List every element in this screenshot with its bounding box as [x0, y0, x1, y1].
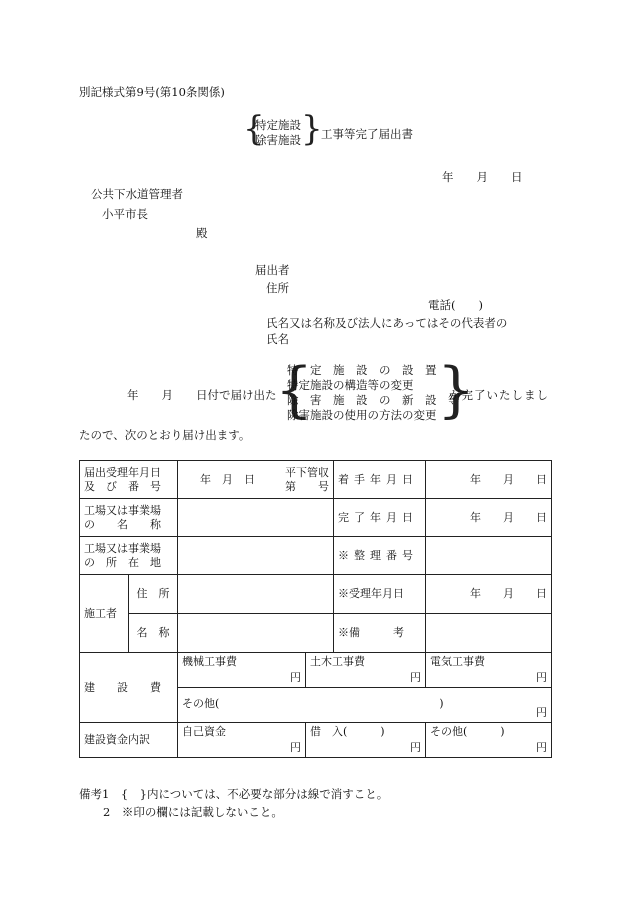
statement-options — [287, 363, 460, 423]
completion-date-value[interactable]: 年 月 日 — [426, 499, 552, 537]
other-fund-label: その他( ) — [430, 725, 505, 738]
start-date-label: 着手年月日 — [334, 461, 426, 499]
document-title: 工事等完了届出書 — [321, 127, 413, 141]
other-fund-yen: 円 — [536, 741, 547, 754]
mech-cost-yen: 円 — [290, 671, 301, 684]
receipt-value-cell[interactable] — [178, 461, 334, 499]
funding-breakdown-label: 建設資金内訳 — [80, 723, 178, 758]
title-option-1: 特定施設 — [255, 118, 301, 132]
statement-left-brace: { — [275, 355, 314, 425]
mech-cost-label: 機械工事費 — [182, 655, 237, 668]
own-fund-cell[interactable] — [178, 723, 306, 758]
statement-option-2: 特定施設の構造等の変更 — [287, 378, 414, 392]
facility-name-label-cell — [80, 499, 178, 537]
contractor-address-input[interactable] — [178, 575, 334, 614]
management-number-label: ※整理番号 — [334, 537, 426, 575]
title-left-brace: { — [243, 109, 265, 149]
receipt-number-a: 平下管収 — [285, 465, 329, 479]
title-right-brace: } — [301, 109, 323, 149]
addressee-line-2: 小平市長 — [102, 207, 148, 221]
facility-address-label-a: 工場又は事業場 — [84, 541, 161, 555]
facility-address-label-cell — [80, 537, 178, 575]
construction-cost-label: 建 設 費 — [80, 653, 178, 723]
statement-option-1: 特 定 施 設 の 設 置 — [287, 363, 437, 377]
statement-option-3: 除 害 施 設 の 新 設 等 — [287, 393, 460, 407]
loan-label: 借 入( ) — [310, 725, 385, 738]
facility-name-input[interactable] — [178, 499, 334, 537]
loan-cell[interactable] — [306, 723, 426, 758]
other-cost-yen: 円 — [536, 706, 547, 719]
statement-prefix: 年 月 日付で届け出た — [127, 388, 277, 402]
contractor-address-label: 住 所 — [129, 575, 178, 614]
notifier-phone-label: 電話( ) — [428, 298, 483, 312]
remarks-value — [426, 614, 552, 653]
other-cost-cell[interactable] — [178, 688, 552, 723]
other-cost-label: その他( ) — [182, 697, 444, 710]
contractor-name-label: 名 称 — [129, 614, 178, 653]
notifier-name-note: 氏名又は名称及び法人にあってはその代表者の — [266, 316, 508, 330]
facility-address-label-b: の 所 在 地 — [84, 555, 161, 569]
receipt-date: 年 月 日 — [200, 472, 255, 486]
own-fund-label: 自己資金 — [182, 725, 226, 738]
receipt-number-b: 第 号 — [285, 479, 329, 493]
elec-cost-cell[interactable] — [426, 653, 552, 688]
addressee-line-1: 公共下水道管理者 — [91, 187, 183, 201]
form-number: 別記様式第9号(第10条関係) — [79, 85, 225, 99]
facility-name-label-a: 工場又は事業場 — [84, 503, 161, 517]
statement-option-4: 除害施設の使用の方法の変更 — [287, 408, 437, 422]
completion-date-label: 完了年月日 — [334, 499, 426, 537]
statement-right-brace: } — [437, 355, 476, 425]
receipt-number — [285, 466, 329, 494]
mech-cost-cell[interactable] — [178, 653, 306, 688]
receipt-label-b: 及 び 番 号 — [84, 479, 161, 493]
civil-cost-label: 土木工事費 — [310, 655, 365, 668]
addressee-honorific: 殿 — [196, 226, 208, 240]
other-fund-cell[interactable] — [426, 723, 552, 758]
note-1: 備考1 { }内については、不必要な部分は線で消すこと。 — [79, 787, 389, 801]
start-date-value[interactable]: 年 月 日 — [426, 461, 552, 499]
title-option-2: 除害施設 — [255, 133, 301, 147]
submission-date: 年 月 日 — [442, 170, 523, 184]
notifier-label: 届出者 — [255, 263, 290, 277]
elec-cost-label: 電気工事費 — [430, 655, 485, 668]
receipt-date-label: ※受理年月日 — [334, 575, 426, 614]
receipt-label-cell — [80, 461, 178, 499]
contractor-label: 施工者 — [80, 575, 129, 653]
loan-yen: 円 — [410, 741, 421, 754]
elec-cost-yen: 円 — [536, 671, 547, 684]
title-options — [255, 118, 301, 148]
facility-address-input[interactable] — [178, 537, 334, 575]
receipt-label-a: 届出受理年月日 — [84, 465, 161, 479]
statement-line-2: たので、次のとおり届け出ます。 — [79, 428, 251, 442]
management-number-value — [426, 537, 552, 575]
remarks-label: ※備 考 — [334, 614, 426, 653]
notifier-name-label: 氏名 — [266, 332, 289, 346]
contractor-name-input[interactable] — [178, 614, 334, 653]
civil-cost-yen: 円 — [410, 671, 421, 684]
notification-table — [79, 460, 552, 758]
civil-cost-cell[interactable] — [306, 653, 426, 688]
note-2: 2 ※印の欄には記載しないこと。 — [103, 805, 283, 819]
notifier-address-label: 住所 — [266, 281, 289, 295]
own-fund-yen: 円 — [290, 741, 301, 754]
facility-name-label-b: の 名 称 — [84, 517, 161, 531]
receipt-date-value: 年 月 日 — [426, 575, 552, 614]
statement-suffix: が完了いたしまし — [449, 388, 549, 402]
